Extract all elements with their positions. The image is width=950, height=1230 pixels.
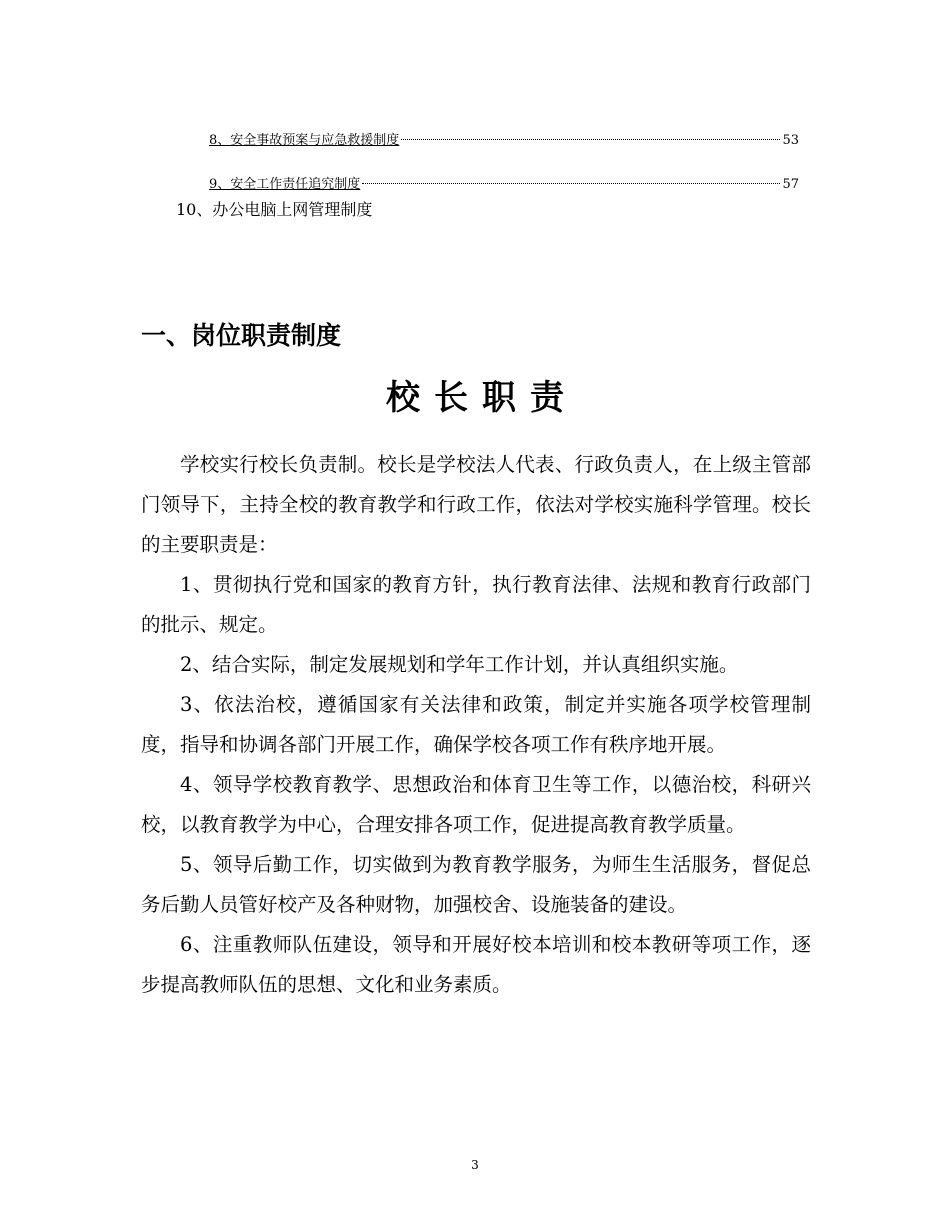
body-text [141,445,811,1005]
toc-leader-dots [362,183,780,184]
toc-entry-page: 57 [782,177,799,192]
toc-entry-title[interactable]: 9、安全工作责任追究制度 [209,177,361,192]
section-heading: 一、岗位职责制度 [141,321,342,350]
duty-item-5: 5、领导后勤工作，切实做到为教育教学服务，为师生生活服务，督促总务后勤人员管好校产及各种财物，加强校舍、设施装备的建设。 [141,853,811,916]
toc-entry-8[interactable] [209,132,799,150]
duty-item-2: 2、结合实际，制定发展规划和学年工作计划，并认真组织实施。 [180,653,739,676]
duty-item-4: 4、领导学校教育教学、思想政治和体育卫生等工作，以德治校，科研兴校，以教育教学为中心，合理安排各项工作，促进提高教育教学质量。 [141,773,811,836]
doc-title: 校长职责 [386,378,578,418]
toc-entry-title[interactable]: 8、安全事故预案与应急救援制度 [209,133,400,148]
toc-leader-dots [401,139,780,140]
toc-entry-9[interactable] [209,176,799,194]
toc-entry-page: 53 [782,133,799,148]
page-number: 3 [471,1158,479,1172]
duty-item-6: 6、注重教师队伍建设，领导和开展好校本培训和校本教研等项工作，逐步提高教师队伍的思想、文化和业务素质。 [141,933,811,996]
toc-entry-10: 10、办公电脑上网管理制度 [176,200,373,219]
duty-item-1: 1、贯彻执行党和国家的教育方针，执行教育法律、法规和教育行政部门的批示、规定。 [141,573,811,636]
duty-item-3: 3、依法治校，遵循国家有关法律和政策，制定并实施各项学校管理制度，指导和协调各部门开展工作，确保学校各项工作有秩序地开展。 [141,693,811,756]
intro-paragraph: 学校实行校长负责制。校长是学校法人代表、行政负责人，在上级主管部门领导下，主持全校的教育教学和行政工作，依法对学校实施科学管理。校长的主要职责是： [141,453,811,556]
